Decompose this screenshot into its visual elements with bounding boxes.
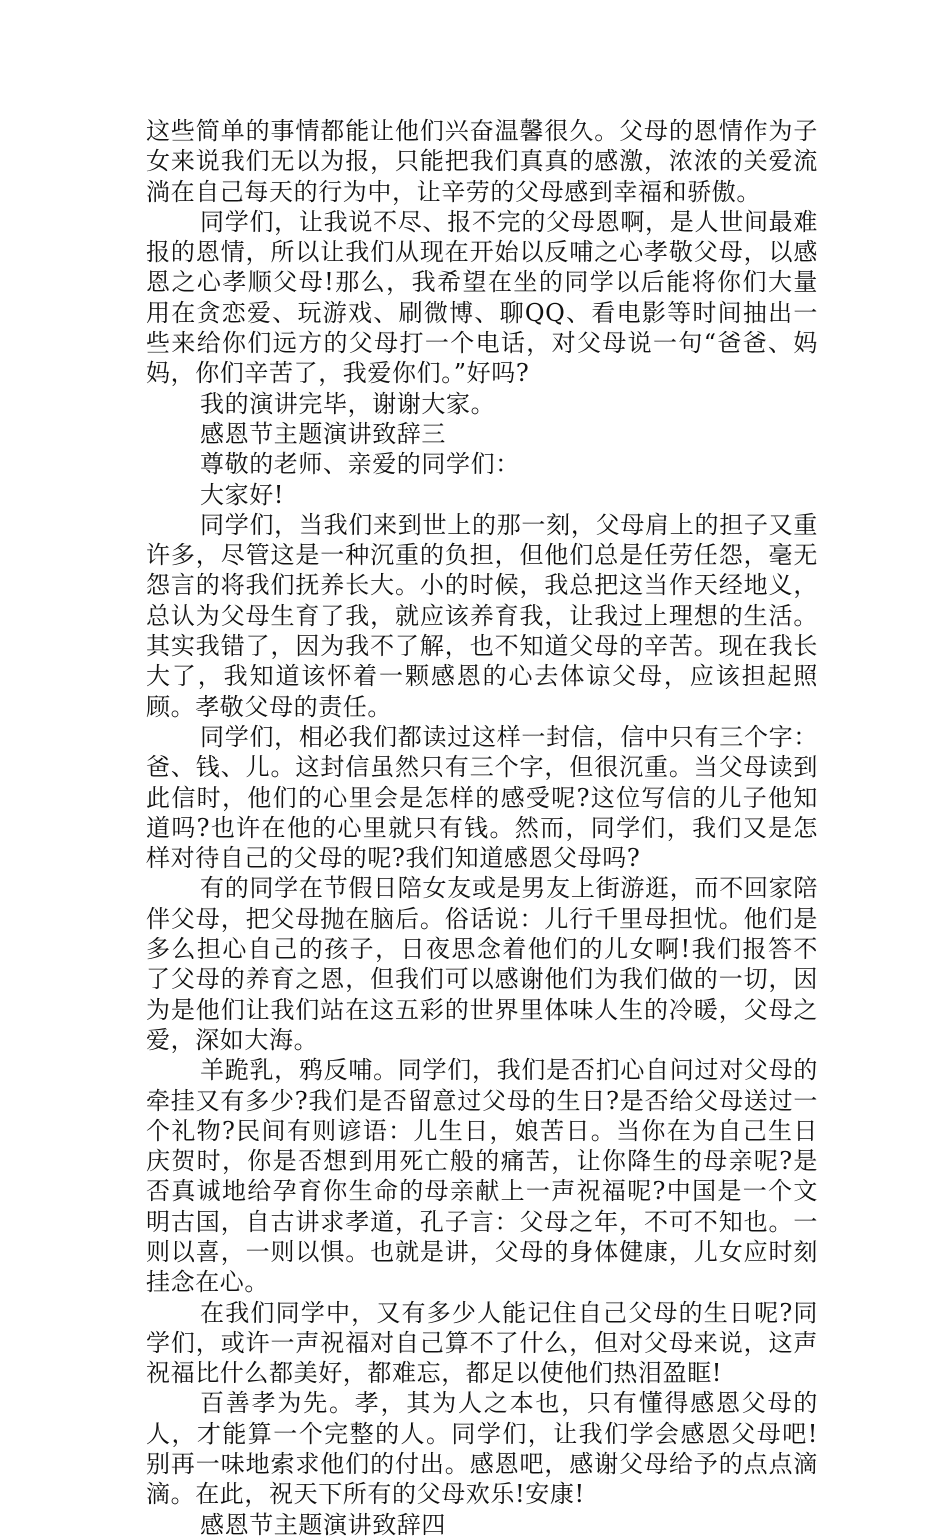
paragraph-appeal: 同学们，让我说不尽、报不完的父母恩啊，是人世间最难报的恩情，所以让我们从现在开始以反哺之心孝敬父母，以感恩之心孝顺父母!那么，我希望在坐的同学以后能将你们大量用在贪恋爱、玩游戏、刷微博、聊QQ、看电影等时间抽出一些来给你们远方的父母打一个电话，对父母说一句“爸爸、妈妈，你们辛苦了，我爱你们。”好吗? [146,207,818,388]
paragraph-intro: 这些简单的事情都能让他们兴奋温馨很久。父母的恩情作为子女来说我们无以为报，只能把我们真真的感激，浓浓的关爱流淌在自己每天的行为中，让辛劳的父母感到幸福和骄傲。 [146,117,818,206]
paragraph-burden: 同学们，当我们来到世上的那一刻，父母肩上的担子又重许多，尽管这是一种沉重的负担，但他们总是任劳任怨，毫无怨言的将我们抚养长大。小的时候，我总把这当作天经地义，总认为父母生育了我，就应该养育我，让我过上理想的生活。其实我错了，因为我不了解，也不知道父母的辛苦。现在我长大了，我知道该怀着一颗感恩的心去体谅父母，应该担起照顾。孝敬父母的责任。 [146,510,818,721]
paragraph-conclusion: 百善孝为先。孝，其为人之本也，只有懂得感恩父母的人，才能算一个完整的人。同学们，让我们学会感恩父母吧!别再一味地索求他们的付出。感恩吧，感谢父母给予的点点滴滴。在此，祝天下所有的父母欢乐!安康! [146,1389,818,1509]
paragraph-birthdays: 在我们同学中，又有多少人能记住自己父母的生日呢?同学们，或许一声祝福对自己算不了什么，但对父母来说，这声祝福比什么都美好，都难忘，都足以使他们热泪盈眶! [146,1298,818,1388]
paragraph-letter: 同学们，相必我们都读过这样一封信，信中只有三个字：爸、钱、儿。这封信虽然只有三个字，但很沉重。当父母读到此信时，他们的心里会是怎样的感受呢?这位写信的儿子他知道吗?也许在他的心里就只有钱。然而，同学们，我们又是怎样对待自己的父母的呢?我们知道感恩父母吗? [146,722,818,873]
section-heading-three: 感恩节主题演讲致辞三 [200,419,446,448]
paragraph-holidays: 有的同学在节假日陪女友或是男友上街游逛，而不回家陪伴父母，把父母抛在脑后。俗话说：儿行千里母担忧。他们是多么担心自己的孩子，日夜思念着他们的儿女啊!我们报答不了父母的养育之恩，但我们可以感谢他们为我们做的一切，因为是他们让我们站在这五彩的世界里体味人生的冷暖，父母之爱，深如大海。 [146,874,818,1054]
paragraph-closing: 我的演讲完毕，谢谢大家。 [200,389,496,418]
section-heading-four: 感恩节主题演讲致辞四 [200,1510,446,1539]
salutation: 尊敬的老师、亲爱的同学们： [200,450,520,479]
paragraph-filial-piety: 羊跪乳，鸦反哺。同学们，我们是否扪心自问过对父母的牵挂又有多少?我们是否留意过父母的生日?是否给父母送过一个礼物?民间有则谚语：儿生日，娘苦日。当你在为自己生日庆贺时，你是否想到用死亡般的痛苦，让你降生的母亲呢?是否真诚地给孕育你生命的母亲献上一声祝福呢?中国是一个文明古国，自古讲求孝道，孔子言：父母之年，不可不知也。一则以喜，一则以惧。也就是讲，父母的身体健康，儿女应时刻挂念在心。 [146,1056,818,1297]
document-body [146,116,818,1540]
greeting: 大家好! [200,480,285,509]
